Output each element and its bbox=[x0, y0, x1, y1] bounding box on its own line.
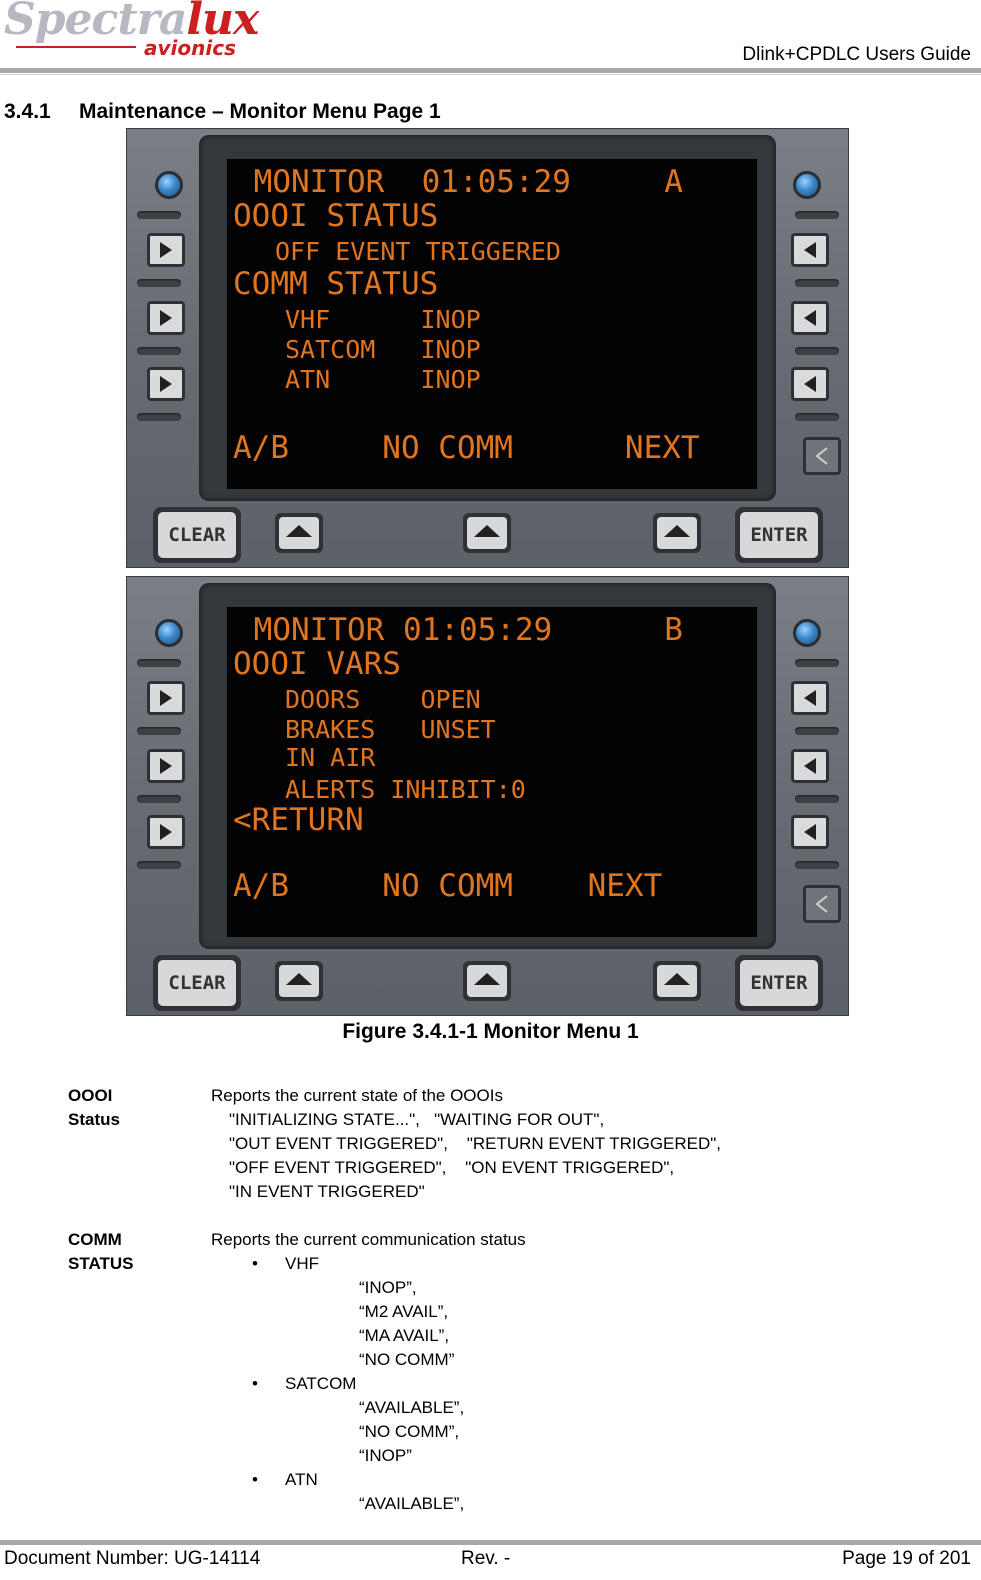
slot-divider bbox=[137, 861, 181, 869]
revision: Rev. - bbox=[461, 1548, 511, 1569]
arrow-left-icon bbox=[802, 824, 818, 840]
oooi-values-line: "OUT EVENT TRIGGERED", "RETURN EVENT TRIGGERED", bbox=[229, 1134, 722, 1153]
screen-line-satcom: SATCOM INOP bbox=[285, 335, 481, 364]
term-comm-status: COMM STATUS bbox=[68, 1230, 134, 1273]
section-number: 3.4.1 bbox=[4, 100, 51, 123]
bullet-icon: • bbox=[252, 1374, 258, 1393]
lsk-left-2[interactable] bbox=[147, 749, 185, 783]
chevron-left-icon bbox=[815, 447, 829, 465]
screen-title-line: MONITOR 01:05:29 B bbox=[235, 612, 683, 648]
lsk-right-2[interactable] bbox=[791, 301, 829, 335]
comm-description: Reports the current communication status bbox=[211, 1230, 526, 1249]
cdu-panel-page-a bbox=[126, 128, 849, 568]
screen-line-oooi-vars: OOOI VARS bbox=[233, 646, 401, 682]
clear-button[interactable]: CLEAR bbox=[153, 955, 241, 1011]
screen-bottom-line: A/B NO COMM NEXT bbox=[233, 868, 663, 904]
lsk-right-1[interactable] bbox=[791, 681, 829, 715]
vhf-value: “NO COMM” bbox=[359, 1350, 455, 1369]
slot-divider bbox=[795, 861, 839, 869]
page-number: Page 19 of 201 bbox=[842, 1548, 971, 1569]
slot-divider bbox=[137, 413, 181, 421]
arrow-left-icon bbox=[802, 310, 818, 326]
brightness-knob-icon[interactable] bbox=[793, 619, 821, 647]
up-button-2[interactable] bbox=[463, 513, 511, 553]
slot-divider bbox=[795, 347, 839, 355]
satcom-value: “AVAILABLE”, bbox=[359, 1398, 465, 1417]
arrow-up-icon bbox=[473, 524, 501, 538]
slot-divider bbox=[795, 279, 839, 287]
screen-line-return: <RETURN bbox=[233, 802, 364, 838]
brightness-knob-icon[interactable] bbox=[155, 171, 183, 199]
slot-divider bbox=[137, 795, 181, 803]
satcom-value: “NO COMM”, bbox=[359, 1422, 460, 1441]
header-rule-thin bbox=[0, 74, 981, 75]
screen-line-comm-status: COMM STATUS bbox=[233, 266, 439, 302]
oooi-values-line: "OFF EVENT TRIGGERED", "ON EVENT TRIGGERED", bbox=[229, 1158, 675, 1177]
lsk-right-3[interactable] bbox=[791, 367, 829, 401]
cdu-screen bbox=[227, 607, 757, 937]
slot-divider bbox=[795, 211, 839, 219]
screen-line-in-air: IN AIR bbox=[285, 743, 376, 772]
lsk-right-3[interactable] bbox=[791, 815, 829, 849]
slot-divider bbox=[795, 727, 839, 735]
brightness-knob-icon[interactable] bbox=[155, 619, 183, 647]
arrow-left-icon bbox=[802, 242, 818, 258]
screen-line-vhf: VHF INOP bbox=[285, 305, 481, 334]
lsk-right-4[interactable] bbox=[803, 885, 841, 923]
oooi-values-line: "IN EVENT TRIGGERED" bbox=[229, 1182, 425, 1201]
slot-divider bbox=[795, 795, 839, 803]
document-number: Document Number: UG-14114 bbox=[4, 1548, 261, 1569]
vhf-value: “M2 AVAIL”, bbox=[359, 1302, 449, 1321]
arrow-right-icon bbox=[158, 376, 174, 392]
arrow-left-icon bbox=[802, 690, 818, 706]
arrow-right-icon bbox=[158, 758, 174, 774]
up-button-3[interactable] bbox=[653, 961, 701, 1001]
arrow-right-icon bbox=[158, 310, 174, 326]
clear-button[interactable]: CLEAR bbox=[153, 507, 241, 563]
enter-button[interactable]: ENTER bbox=[735, 507, 823, 563]
spectralux-logo bbox=[4, 0, 259, 64]
term-oooi-status: OOOI Status bbox=[68, 1086, 120, 1129]
lsk-left-3[interactable] bbox=[147, 815, 185, 849]
screen-line-brakes: BRAKES UNSET bbox=[285, 715, 496, 744]
lsk-right-2[interactable] bbox=[791, 749, 829, 783]
screen-title-line: MONITOR 01:05:29 A bbox=[235, 164, 683, 200]
slot-divider bbox=[137, 347, 181, 355]
arrow-left-icon bbox=[802, 758, 818, 774]
up-button-1[interactable] bbox=[275, 961, 323, 1001]
lsk-right-1[interactable] bbox=[791, 233, 829, 267]
vhf-value: “INOP”, bbox=[359, 1278, 417, 1297]
comm-item-atn: ATN bbox=[285, 1470, 318, 1489]
cdu-screen bbox=[227, 159, 757, 489]
logo-underline bbox=[16, 46, 136, 48]
vhf-value: “MA AVAIL”, bbox=[359, 1326, 450, 1345]
screen-line-alerts-inhibit: ALERTS INHIBIT:0 bbox=[285, 775, 526, 804]
logo-subtitle: avionics bbox=[144, 36, 236, 60]
slot-divider bbox=[137, 659, 181, 667]
arrow-up-icon bbox=[663, 524, 691, 538]
lsk-left-1[interactable] bbox=[147, 681, 185, 715]
figure-caption: Figure 3.4.1-1 Monitor Menu 1 bbox=[342, 1020, 639, 1043]
slot-divider bbox=[795, 659, 839, 667]
arrow-up-icon bbox=[473, 972, 501, 986]
document-title: Dlink+CPDLC Users Guide bbox=[742, 44, 971, 65]
screen-line-oooi-status: OOOI STATUS bbox=[233, 198, 439, 234]
atn-value: “AVAILABLE”, bbox=[359, 1494, 465, 1513]
arrow-up-icon bbox=[663, 972, 691, 986]
footer-rule bbox=[0, 1540, 981, 1545]
bullet-icon: • bbox=[252, 1254, 258, 1273]
up-button-2[interactable] bbox=[463, 961, 511, 1001]
header-rule bbox=[0, 68, 981, 73]
arrow-right-icon bbox=[158, 690, 174, 706]
arrow-right-icon bbox=[158, 824, 174, 840]
arrow-right-icon bbox=[158, 242, 174, 258]
slot-divider bbox=[137, 727, 181, 735]
logo-wordmark: Spectralux bbox=[4, 0, 259, 45]
up-button-1[interactable] bbox=[275, 513, 323, 553]
lsk-left-2[interactable] bbox=[147, 301, 185, 335]
section-title: Maintenance – Monitor Menu Page 1 bbox=[79, 100, 441, 123]
slot-divider bbox=[137, 279, 181, 287]
arrow-up-icon bbox=[285, 972, 313, 986]
cdu-panel-page-b bbox=[126, 576, 849, 1016]
comm-item-satcom: SATCOM bbox=[285, 1374, 357, 1393]
chevron-left-icon bbox=[815, 895, 829, 913]
brightness-knob-icon[interactable] bbox=[793, 171, 821, 199]
slot-divider bbox=[795, 413, 839, 421]
arrow-up-icon bbox=[285, 524, 313, 538]
bullet-icon: • bbox=[252, 1470, 258, 1489]
enter-button[interactable]: ENTER bbox=[735, 955, 823, 1011]
screen-line-doors: DOORS OPEN bbox=[285, 685, 481, 714]
screen-bottom-line: A/B NO COMM NEXT bbox=[233, 430, 700, 466]
satcom-value: “INOP” bbox=[359, 1446, 412, 1465]
lsk-right-4[interactable] bbox=[803, 437, 841, 475]
slot-divider bbox=[137, 211, 181, 219]
comm-item-vhf: VHF bbox=[285, 1254, 319, 1273]
lsk-left-3[interactable] bbox=[147, 367, 185, 401]
screen-line-atn: ATN INOP bbox=[285, 365, 481, 394]
oooi-description: Reports the current state of the OOOIs bbox=[211, 1086, 503, 1105]
up-button-3[interactable] bbox=[653, 513, 701, 553]
oooi-values-line: "INITIALIZING STATE...", "WAITING FOR OUT", bbox=[229, 1110, 605, 1129]
arrow-left-icon bbox=[802, 376, 818, 392]
lsk-left-1[interactable] bbox=[147, 233, 185, 267]
screen-line-oooi-value: OFF EVENT TRIGGERED bbox=[275, 237, 561, 266]
